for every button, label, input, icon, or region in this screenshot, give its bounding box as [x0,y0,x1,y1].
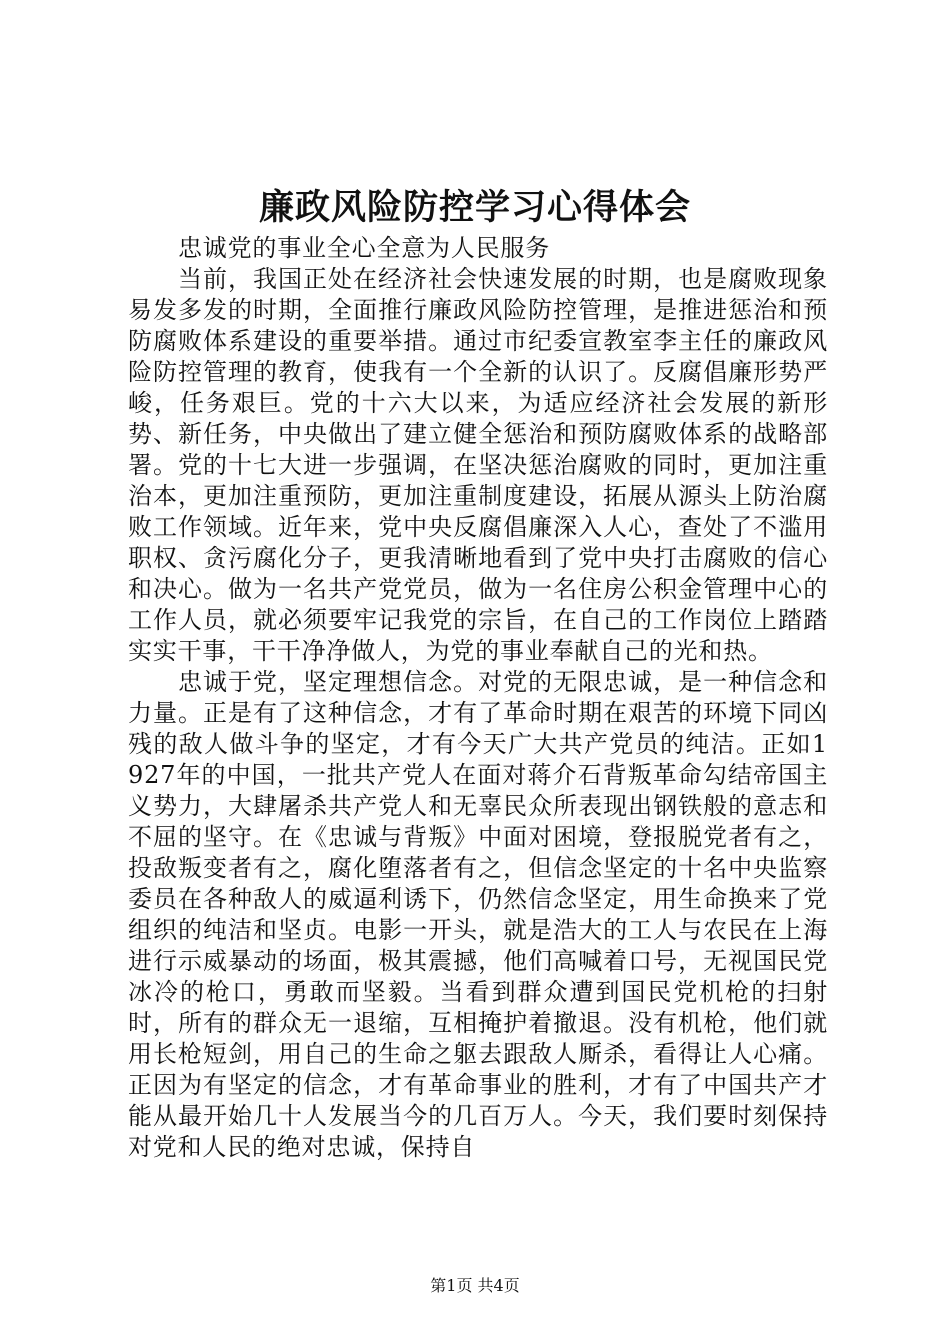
document-subtitle: 忠诚党的事业全心全意为人民服务 [178,234,550,262]
paragraph-2: 忠诚于党，坚定理想信念。对党的无限忠诚，是一种信念和力量。正是有了这种信念，才有了革命时期在艰苦的环境下同凶残的敌人做斗争的坚定，才有今天广大共产党员的纯洁。正如1927年的中国，一批共产党人在面对蒋介石背叛革命勾结帝国主义势力，大肆屠杀共产党人和无辜民众所表现出钢铁般的意志和不屈的坚守。在《忠诚与背叛》中面对困境，登报脱党者有之，投敌叛变者有之，腐化堕落者有之，但信念坚定的十名中央监察委员在各种敌人的威逼利诱下，仍然信念坚定，用生命换来了党组织的纯洁和坚贞。电影一开头，就是浩大的工人与农民在上海进行示威暴动的场面，极其震撼，他们高喊着口号，无视国民党冰冷的枪口，勇敢而坚毅。当看到群众遭到国民党机枪的扫射时，所有的群众无一退缩，互相掩护着撤退。没有机枪，他们就用长枪短剑，用自己的生命之躯去跟敌人厮杀，看得让人心痛。正因为有坚定的信念，才有革命事业的胜利，才有了中国共产才能从最开始几十人发展当今的几百万人。今天，我们要时刻保持对党和人民的绝对忠诚，保持自 [128,668,828,1161]
page-number-footer: 第1页 共4页 [430,1276,520,1295]
document-body [128,233,828,1163]
document-title: 廉政风险防控学习心得体会 [258,187,691,228]
paragraph-1: 当前，我国正处在经济社会快速发展的时期，也是腐败现象易发多发的时期，全面推行廉政风险防控管理，是推进惩治和预防腐败体系建设的重要举措。通过市纪委宣教室李主任的廉政风险防控管理的教育，使我有一个全新的认识了。反腐倡廉形势严峻，任务艰巨。党的十六大以来，为适应经济社会发展的新形势、新任务，中央做出了建立健全惩治和预防腐败体系的战略部署。党的十七大进一步强调，在坚决惩治腐败的同时，更加注重治本，更加注重预防，更加注重制度建设，拓展从源头上防治腐败工作领域。近年来，党中央反腐倡廉深入人心，查处了不滥用职权、贪污腐化分子，更我清晰地看到了党中央打击腐败的信心和决心。做为一名共产党党员，做为一名住房公积金管理中心的工作人员，就必须要牢记我党的宗旨，在自己的工作岗位上踏踏实实干事，干干净净做人，为党的事业奉献自己的光和热。 [128,265,828,665]
